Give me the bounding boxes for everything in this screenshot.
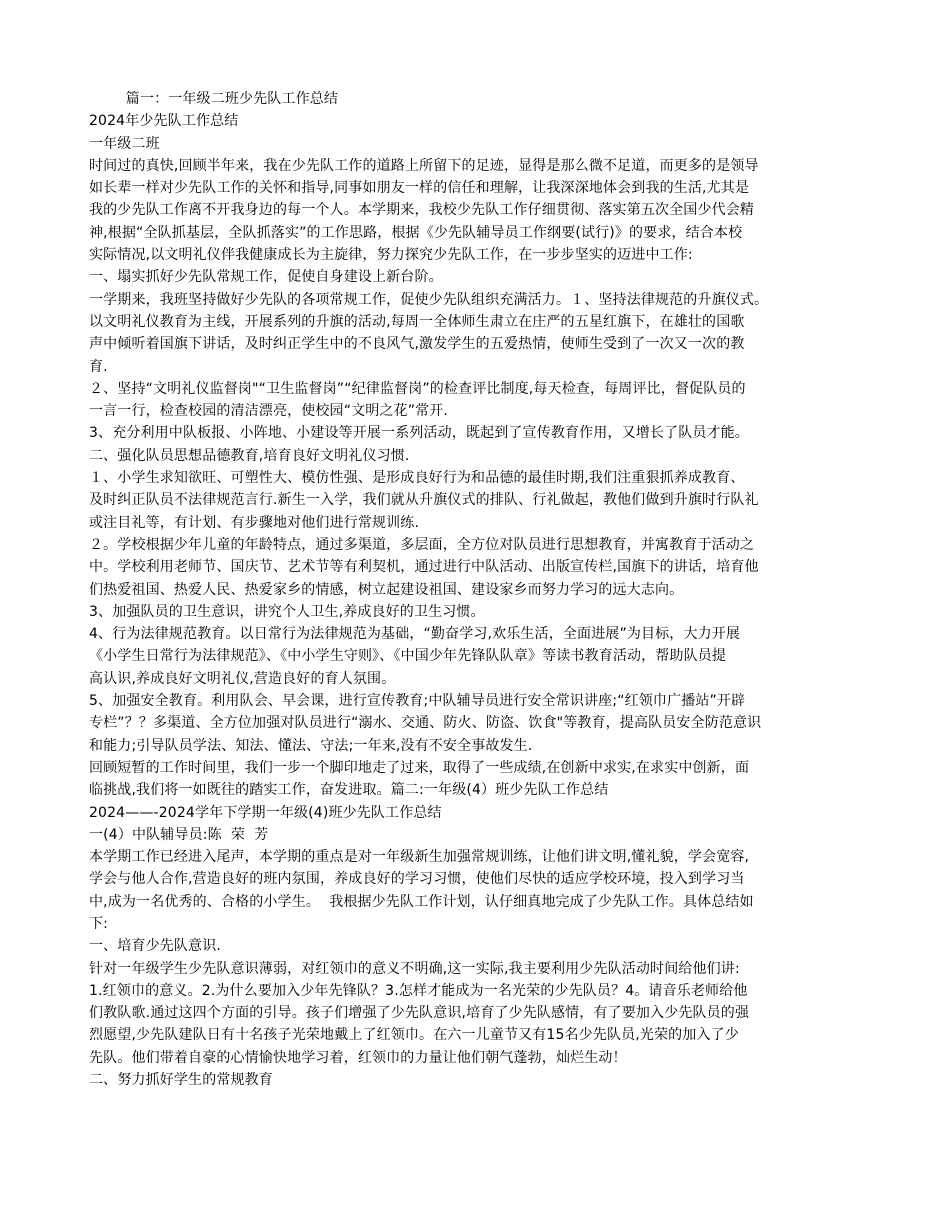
text-line: 一年级二班 (89, 135, 160, 152)
text-line: 中。学校利用老师节、国庆节、艺术节等有利契机，通过进行中队活动、出版宣传栏,国旗下的讲话，培育他 (89, 559, 759, 576)
text-line: 我的少先队工作离不开我身边的每一个人。本学期来，我校少先队工作仔细贯彻、落实第五次全国少代会精 (89, 202, 755, 219)
text-line: 专栏”？？多渠道、全方位加强对队员进行“溺水、交通、防火、防盗、饮食"等教育，提高队员安全防范意识 (89, 715, 762, 732)
text-line: ２。学校根据少年儿童的年龄特点，通过多渠道，多层面，全方位对队员进行思想教育，并寓教育于活动之 (89, 536, 755, 553)
text-line: 3、加强队员的卫生意识，讲究个人卫生,养成良好的卫生习惯。 (89, 603, 485, 620)
text-line: 一、塌实抓好少先队常规工作，促使自身建设上新台阶。 (89, 269, 443, 286)
text-line: 回顾短暂的工作时间里，我们一步一个脚印地走了过来，取得了一些成绩,在创新中求实,在求实中创新，面 (89, 759, 750, 776)
text-line: ２、坚持“文明礼仪监督岗"“卫生监督岗”“纪律监督岗”的检查评比制度,每天检查，每周评比，督促队员的 (89, 380, 746, 397)
text-line: 1.红领巾的意义。2.为什么要加入少年先锋队？3.怎样才能成为一名光荣的少先队员？4。请音乐老师给他 (89, 982, 748, 999)
text-line: 们教队歌.通过这四个方面的引导。孩子们增强了少先队意识,培育了少先队感情，有了要加入少先队员的强 (89, 1005, 750, 1022)
text-line: 一言一行，检查校园的清洁漂亮，使校园“文明之花”常开. (89, 403, 449, 420)
text-line: 篇一：一年级二班少先队工作总结 (89, 91, 339, 107)
text-line: 一、培育少先队意识. (89, 938, 221, 955)
text-line: 声中倾听着国旗下讲话，及时纠正学生中的不良风气,激发学生的五爱热情，使师生受到了一次又一次的教 (89, 336, 745, 353)
text-line: 中,成为一名优秀的、合格的小学生。 我根据少先队工作计划，认仔细真地完成了少先队工作。具体总结如 (89, 893, 754, 910)
text-line: 2024——-2024学年下学期一年级(4)班少先队工作总结 (89, 804, 442, 821)
text-line: 《小学生日常行为法律规范》、《中小学生守则》、《中国少年先锋队队章》等读书教育活动，帮助队员提 (89, 648, 727, 665)
text-line: 一(4）中队辅导员:陈 荣 芳 (89, 826, 269, 843)
text-line: 们热爱祖国、热爱人民、热爱家乡的情感，树立起建设祖国、建设家乡而努力学习的远大志向。 (89, 581, 684, 598)
text-line: 二、努力抓好学生的常规教育 (89, 1072, 273, 1089)
text-line: 4、行为法律规范教育。以日常行为法律规范为基础，“勤奋学习,欢乐生活，全面进展”为目标，大力开展 (89, 626, 741, 643)
text-line: 学会与他人合作,营造良好的班内氛围，养成良好的学习习惯，使他们尽快的适应学校环境，投入到学习当 (89, 871, 745, 888)
text-line: 本学期工作已经进入尾声，本学期的重点是对一年级新生加强常规训练，让他们讲文明,懂礼貌，学会宽容, (89, 849, 750, 866)
text-line: 临挑战,我们将一如既往的踏实工作，奋发进取。篇二:一年级(4）班少先队工作总结 (89, 782, 609, 799)
text-line: 时间过的真快,回顾半年来，我在少先队工作的道路上所留下的足迹，显得是那么微不足道，而更多的是领导 (89, 157, 759, 174)
text-line: 实际情况,以文明礼仪伴我健康成长为主旋律，努力探究少先队工作，在一步步坚实的迈进中工作: (89, 247, 693, 264)
text-line: 下: (89, 915, 109, 932)
text-line: 3、充分利用中队板报、小阵地、小建设等开展一系列活动，既起到了宣传教育作用，又增长了队员才能。 (89, 425, 749, 442)
text-line: 及时纠正队员不法律规范言行.新生一入学，我们就从升旗仪式的排队、行礼做起，教他们做到升旗时行队礼 (89, 492, 759, 509)
text-line: 2024年少先队工作总结 (89, 113, 239, 130)
document-page (89, 88, 864, 1091)
text-line: 烈愿望,少先队建队日有十名孩子光荣地戴上了红领巾。在六一儿童节又有15名少先队员,光荣的加入了少 (89, 1027, 739, 1044)
text-line: 5、加强安全教育。利用队会、早会课，进行宣传教育;中队辅导员进行安全常识讲座;“红领巾广播站”开辟 (89, 693, 746, 710)
text-line: 针对一年级学生少先队意识薄弱，对红领巾的意义不明确,这一实际,我主要利用少先队活动时间给他们讲: (89, 960, 740, 977)
text-line: 如长辈一样对少先队工作的关怀和指导,同事如朋友一样的信任和理解，让我深深地体会到我的生活,尤其是 (89, 180, 750, 197)
text-line: 和能力;引导队员学法、知法、懂法、守法;一年来,没有不安全事故发生. (89, 737, 533, 754)
text-line: 先队。他们带着自豪的心情愉快地学习着，红领巾的力量让他们朝气蓬勃，灿烂生动！ (89, 1049, 627, 1066)
text-line: 或注目礼等，有计划、有步骤地对他们进行常规训练. (89, 514, 420, 531)
text-line: 高认识,养成良好文明礼仪,营造良好的育人氛围。 (89, 670, 396, 687)
text-line: 二、强化队员思想品德教育,培育良好文明礼仪习惯. (89, 447, 410, 464)
text-line: １、小学生求知欲旺、可塑性大、模仿性强、是形成良好行为和品德的最佳时期,我们注重狠抓养成教育、 (89, 470, 745, 487)
text-line: 育. (89, 358, 108, 375)
text-line: 以文明礼仪教育为主线，开展系列的升旗的活动,每周一全体师生肃立在庄严的五星红旗下，在雄壮的国歌 (89, 313, 745, 330)
text-line: 神,根据“全队抓基层，全队抓落实”的工作思路，根据《少先队辅导员工作纲要(试行)》的要求，结合本校 (89, 224, 743, 241)
text-line: 一学期来，我班坚持做好少先队的各项常规工作，促使少先队组织充满活力。１、坚持法律规范的升旗仪式。 (89, 291, 769, 308)
